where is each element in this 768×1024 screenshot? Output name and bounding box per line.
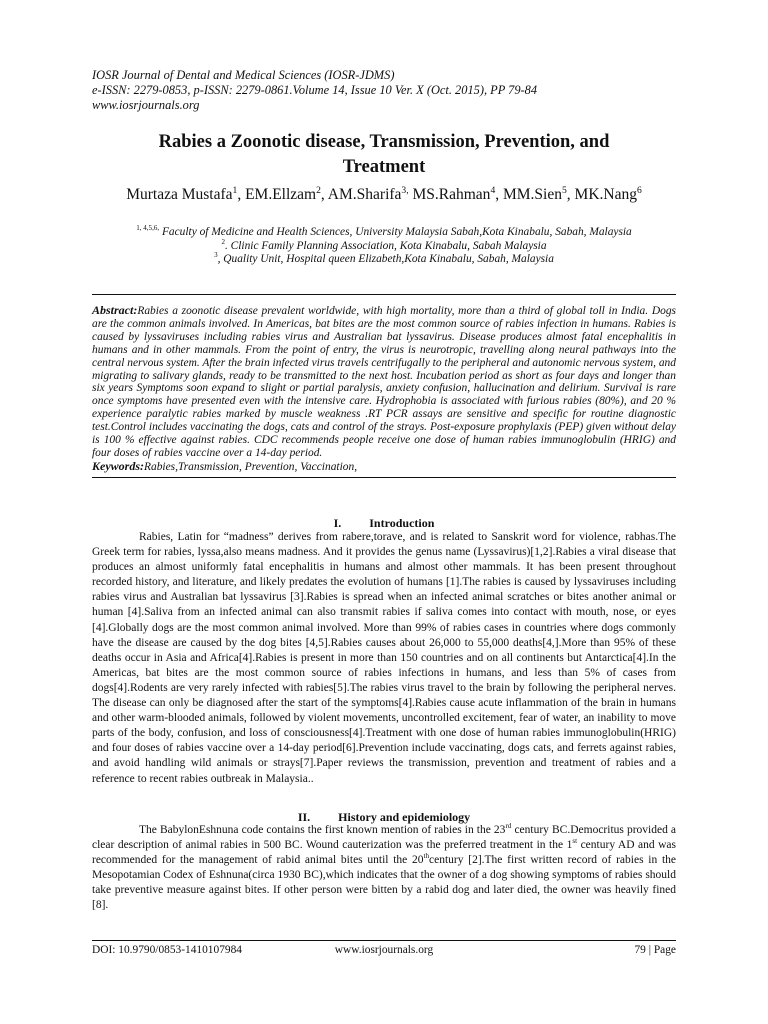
author-affil-sup: 3, bbox=[401, 184, 409, 196]
author-name: , MK.Nang bbox=[566, 186, 637, 203]
abstract-text: Rabies a zoonotic disease prevalent worldwide, with high mortality, more than a third of global toll in India. Dogs are the common animals involved. In Americas, bat bites are the most common source of rabies infection in humans. Rabies is caused by lyssaviruses including rabies virus and Australian bat lyssavirus. Disease produces almost fatal encephalitis in humans and in other mammals. From the point of entry, the virus is neurotropic, travelling along neural pathways into the central nervous system. After the brain infected virus travels centrifugally to the peripheral and autonomic nervous system, and migrating to salivary glands, ready to be transmitted to the next host. Incubation period as short as four days and longer than six years Symptoms soon expand to slight or partial paralysis, anxiety confusion, hallucination and delirium. Survival is rare once symptoms have presented even with the intensive care. Hydrophobia is associated with furious rabies (80%), and 20 % experience paralytic rabies marked by muscle weakness .RT PCR assays are sensitive and specific for routine diagnostic test.Control includes vaccinating the dogs, cats and control of the strays. Post-exposure prophylaxis (PEP) given without delay is 100 % effective against rabies. CDC recommends people receive one dose of human rabies immunoglobulin (HRIG) and four doses of rabies vaccine over a 14-day period. bbox=[92, 305, 676, 459]
history-text: The BabylonEshnuna code contains the first known mention of rabies in the 23 bbox=[139, 824, 506, 836]
journal-name: IOSR Journal of Dental and Medical Sciences (IOSR-JDMS) bbox=[92, 68, 395, 82]
footer-website: www.iosrjournals.org bbox=[334, 944, 434, 956]
abstract-label: Abstract: bbox=[92, 303, 138, 317]
journal-issn: e-ISSN: 2279-0853, p-ISSN: 2279-0861.Volume 14, Issue 10 Ver. X (Oct. 2015), PP 79-84 bbox=[92, 83, 538, 97]
history-paragraph bbox=[92, 823, 676, 914]
author-list bbox=[110, 184, 658, 205]
affiliation-text: , Quality Unit, Hospital queen Elizabeth,Kota Kinabalu, Sabah, Malaysia bbox=[217, 253, 554, 265]
history-text: century AD and was recommended for the management of rabid animal bites until the 20 bbox=[92, 839, 676, 867]
introduction-paragraph: Rabies, Latin for “madness” derives from rabere,torave, and is related to Sanskrit word for violence, rabhas.The Greek term for rabies, lyssa,also means madness. And it provides the genus name (Lyssavirus)[1,2].Rabies a viral disease that produces an almost uniformly fatal encephalitis in humans and almost other mammals. It has been present throughout recorded history, and literature, and likely predates the evolution of humans [1].The rabies is caused by lyssaviruses including rabies virus and Australian bat lyssavirus [3].Rabies is spread when an infected animal scratches or bites another animal or human [4].Saliva from an infected animal can also transmit rabies if saliva comes into contact with mouth, nose, or eyes [4].Globally dogs are the most common animal involved. More than 99% of rabies cases in countries where dogs commonly have the disease are caused by the dog bites [4,5].Rabies causes about 26,000 to 55,000 deaths[4,].More than 95% of these deaths occur in Asia and Africa[4].Rabies is present in more than 150 countries and on all continents but Antarctica[4].In the Americas, bat bites are the most common source of rabies infections in humans, and less than 5% of cases from dogs[4].Rodents are very rarely infected with rabies[5].The rabies virus travel to the brain by following the peripheral nerves. The disease can only be diagnosed after the start of the symptoms[4].Rabies cause acute inflammation of the brain in humans and other warm-blooded animals, followed by violent movements, uncontrolled excitement, fear of water, an inability to move parts of the body, confusion, and loss of consciousness[4].Treatment with one dose of human rabies immunoglobulin(HRIG) and four doses of rabies vaccine over a 14-day period[6].Prevention include vaccinating, dogs cats, and ferrets against rabies, and avoid handling wild animals or strays[7].Paper reviews the transmission, prevention and treatment of rabies and a reference to recent rabies outbreak in Malaysia.. bbox=[92, 531, 676, 785]
affiliation-sup: 2 bbox=[221, 237, 225, 246]
author-affil-sup: 5 bbox=[561, 184, 567, 196]
history-text: century BC.Democritus provided a clear description of animal rabies in 500 BC. Wound cauterization was the preferred treatment in the 1 bbox=[92, 824, 676, 852]
affiliation-text: Faculty of Medicine and Health Sciences, University Malaysia Sabah,Kota Kinabalu, Sabah, Malaysia bbox=[159, 226, 632, 238]
paper-title-line-2: Treatment bbox=[342, 157, 426, 177]
affiliation-3 bbox=[120, 253, 648, 267]
author-name: , AM.Sharifa bbox=[320, 186, 402, 203]
author-name: MS.Rahman bbox=[408, 186, 491, 203]
journal-website: www.iosrjournals.org bbox=[92, 98, 200, 112]
ordinal-sup: st bbox=[572, 837, 578, 846]
affiliation-2 bbox=[120, 237, 648, 254]
author-name: Murtaza Mustafa bbox=[126, 186, 233, 203]
affiliation-1 bbox=[120, 226, 648, 240]
author-affil-sup: 6 bbox=[636, 184, 642, 196]
affiliation-text: . Clinic Family Planning Association, Kota Kinabalu, Sabah Malaysia bbox=[224, 239, 547, 252]
history-text: century [2].The first written record of rabies in the Mesopotamian Codex of Eshnuna(circa 1930 BC),which indicates that the owner of a dog showing symptoms of rabies should take preventive measure against bites. If other person were bitten by a rabid dog and later died, the owner was heavily fined [8]. bbox=[92, 854, 676, 912]
section-heading-introduction bbox=[92, 516, 676, 531]
ordinal-sup: th bbox=[423, 852, 430, 861]
keywords-label: Keywords: bbox=[92, 458, 144, 473]
page-footer bbox=[92, 940, 676, 956]
paper-title-line-1: Rabies a Zoonotic disease, Transmission, Prevention, and bbox=[158, 132, 610, 152]
journal-header bbox=[92, 68, 537, 113]
author-affil-sup: 2 bbox=[316, 184, 321, 196]
author-name: , EM.Ellzam bbox=[237, 186, 317, 203]
footer-page-number: 79 | Page bbox=[634, 944, 676, 956]
author-affil-sup: 4 bbox=[490, 184, 496, 196]
keywords-text: Rabies,Transmission, Prevention, Vaccination, bbox=[144, 460, 358, 473]
author-name: , MM.Sien bbox=[495, 186, 562, 203]
affiliation-sup: 3 bbox=[214, 251, 218, 260]
section-number: I. bbox=[333, 516, 342, 530]
abstract-block bbox=[92, 294, 676, 478]
section-number: II. bbox=[297, 810, 311, 824]
affiliation-sup: 1, 4,5,6, bbox=[136, 224, 160, 233]
keywords bbox=[92, 460, 676, 478]
ordinal-sup: rd bbox=[505, 822, 512, 831]
paper-title bbox=[92, 130, 676, 180]
footer-doi: DOI: 10.9790/0853-1410107984 bbox=[92, 944, 242, 956]
author-affil-sup: 1 bbox=[232, 184, 238, 196]
affiliations bbox=[120, 226, 648, 267]
abstract bbox=[92, 304, 676, 460]
section-title: Introduction bbox=[369, 516, 435, 530]
section-title: History and epidemiology bbox=[338, 810, 471, 824]
